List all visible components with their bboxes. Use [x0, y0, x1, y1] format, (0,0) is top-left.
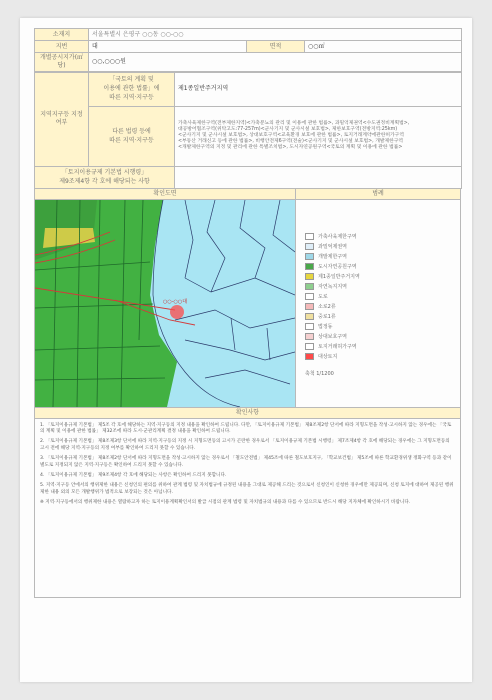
legend-swatch [305, 313, 314, 320]
legend-item: 중로1류 [305, 313, 336, 321]
parcel-label: ○○-○○대 [163, 298, 188, 305]
parcel-label: 지번 [35, 41, 89, 53]
note-paragraph: 5. 지역·지구등 안에서의 행위제한 내용은 신청인의 편의를 위하여 관계 법령 및 자치법규에 규정된 내용을 그대로 제공해 드리는 것으로서 신청인이 신청한 경우에만 제공되며, 신청 토지에 대하여 제공된 행위제한 내용 외의 모든 개발행위가 법적으로 보장되는 것은 아닙니다. [40, 482, 454, 495]
document-page [20, 18, 472, 682]
legend-swatch [305, 293, 314, 300]
other-label: 다른 법령 등에 따른 지역·지구등 [89, 106, 175, 166]
legend-item: 가축사육제한구역 [305, 233, 357, 241]
legend-item: 도시자연공원구역 [305, 263, 357, 271]
legend-item: 법정동 [305, 323, 333, 331]
legend-item: 과밀억제권역 [305, 243, 347, 251]
legend-swatch [305, 353, 314, 360]
legend-swatch [305, 253, 314, 260]
note-paragraph: ※ 지역·지구등에서의 행위제한 내용은 열람하고자 하는 토지이용계획확인서의 발급 시점의 관계 법령 및 자치법규의 내용과 다를 수 있으므로 반드시 해당 지자체에 확인하시기 바랍니다. [40, 499, 411, 505]
regulation-label: 「토지이용규제 기본법 시행령」 제9조제4항 각 호에 해당되는 사항 [35, 166, 175, 188]
legend-swatch [305, 343, 314, 350]
act-label: 「국토의 계획 및 이용에 관한 법률」에 따른 지역·지구등 [89, 72, 175, 106]
notes-header: 확인사항 [34, 408, 461, 419]
legend-header: 범례 [295, 189, 461, 200]
area-value: ○○㎡ [305, 41, 462, 53]
price-label: 개별공시지가(㎡당) [35, 53, 89, 72]
legend-item: 자연녹지지역 [305, 283, 347, 291]
map-header-row [34, 189, 461, 200]
note-paragraph: 1. 「토지이용규제 기본법」 제5조 각 호에 해당하는 지역·지구등의 지정 내용을 확인하여 드립니다. 다만, 「토지이용규제 기본법」 제8조제2항 단서에 따라 지형도면을 작성·고시하지 않는 경우에는 「국토의 계획 및 이용에 관한 법률」 제32조에 따라 도시·군관리계획 결정 내용을 확인하여 드립니다. [40, 422, 452, 435]
legend-swatch [305, 333, 314, 340]
usage-table [34, 72, 462, 189]
area-label: 면적 [247, 41, 305, 53]
map-row [34, 200, 461, 408]
note-paragraph: 2. 「토지이용규제 기본법」 제8조제3항 단서에 따라 지역·지구등의 지정 시 지형도면등의 고시가 곤란한 경우로서 「토지이용규제 기본법 시행령」 제7조제4항 각 호에 해당되는 경우에는 그 지형도면등의 고시 전에 해당 지역·지구등의 지정 여부를 확인하여 드리지 못할 수 있습니다. [40, 439, 450, 452]
cadastral-map [35, 200, 296, 407]
scale-text: 축척 1/1200 [305, 370, 334, 377]
legend-item: 개발제한구역 [305, 253, 347, 261]
legend-list [297, 200, 461, 407]
legend-item: 도로 [305, 293, 328, 301]
parcel-value: 대 [89, 41, 247, 53]
legend-item: 소로2류 [305, 303, 336, 311]
legend-item: 상대보호구역 [305, 333, 347, 341]
usage-row-label: 지역지구등 지정 여부 [35, 72, 89, 166]
address-label: 소재지 [35, 29, 89, 41]
map-drawing [35, 200, 295, 407]
legend-swatch [305, 263, 314, 270]
price-value: ○○,○○○원 [89, 53, 462, 72]
legend-swatch [305, 323, 314, 330]
legend-item: 토지거래허가구역 [305, 343, 357, 351]
legend-swatch [305, 233, 314, 240]
legend-swatch [305, 303, 314, 310]
legend-item: 대상토지 [305, 353, 337, 361]
legend-swatch [305, 283, 314, 290]
header-table [34, 28, 462, 72]
other-value: 가축사육제한구역(전부제한지역)<가축분뇨의 관리 및 이용에 관한 법률>, 과밀억제권역<수도권정비계획법>, 대공방어협조구역(위탁고도:77-257m)<군사기지 및 군사시설 보호법>, 제한보호구역(전방지역:25km) <군사기지 및 군사시설 보호법>, 상대보호구역<교육환경 보호에 관한 법률>, 토지거래계약에관한허가구역 <부동산 거래신고 등에 관한 법률>, 비행안전제6구역(전술)<군사기지 및 군사시설 보호법>, 개발제한구역 <개발제한구역의 지정 및 관리에 관한 특별조치법>, 도시자연공원구역<국토의 계획 및 이용에 관한 법률> [175, 106, 462, 166]
legend-swatch [305, 243, 314, 250]
address-value: 서울특별시 은평구 ○○동 ○○-○○ [89, 29, 462, 41]
legend-swatch [305, 273, 314, 280]
subject-parcel [170, 305, 184, 319]
legend-item: 제1종일반주거지역 [305, 273, 360, 281]
regulation-value [175, 166, 462, 188]
map-header: 확인도면 [34, 189, 296, 200]
act-value: 제1종일반주거지역 [175, 72, 462, 106]
notes-box [34, 419, 461, 598]
note-paragraph: 3. 「토지이용규제 기본법」 제8조제2항 단서에 따라 지형도면을 작성·고시하지 않는 경우로서 「철도안전법」 제45조에 따른 철도보호지구, 「학교보건법」 제5조에 따른 학교환경위생 정화구역 등과 같이 별도로 지정되지 않은 지역·지구등은 확인하여 드리지 못할 수 있습니다. [40, 456, 452, 469]
land-use-document [34, 28, 461, 598]
note-paragraph: 4. 「토지이용규제 기본법」 제9조제4항 각 호에 해당되는 사항은 확인하여 드리지 못합니다. [40, 472, 227, 478]
